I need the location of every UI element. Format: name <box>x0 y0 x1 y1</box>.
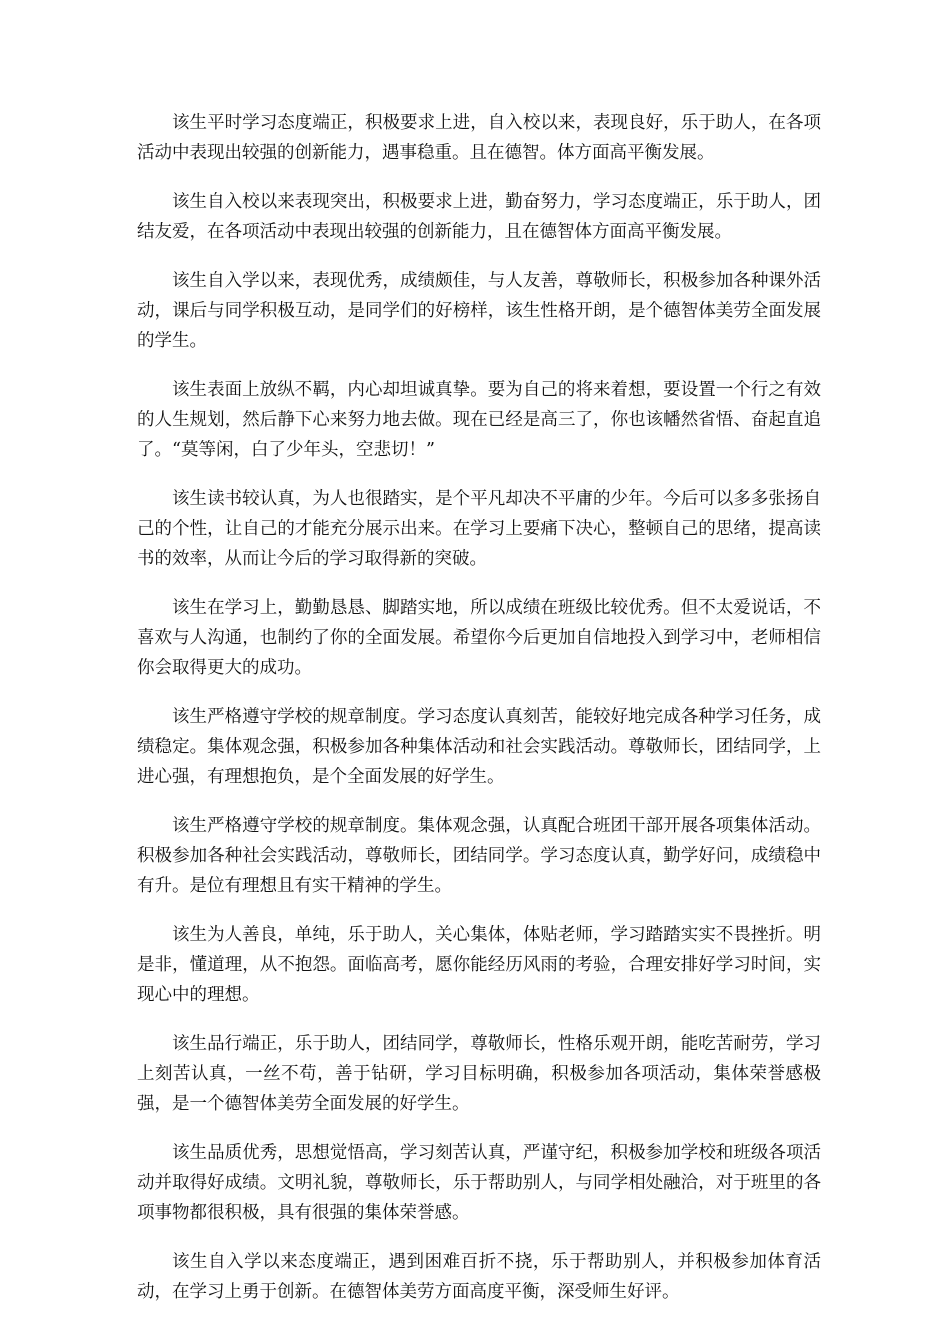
comment-paragraph-6: 该生在学习上，勤勤恳恳、脚踏实地，所以成绩在班级比较优秀。但不太爱说话，不喜欢与人沟通，也制约了你的全面发展。希望你今后更加自信地投入到学习中，老师相信你会取得更大的成功。 <box>137 598 821 678</box>
comment-paragraph-4: 该生表面上放纵不羁，内心却坦诚真挚。要为自己的将来着想，要设置一个行之有效的人生规划，然后静下心来努力地去做。现在已经是高三了，你也该幡然省悟、奋起直追了。“莫等闲，白了少年头，空悲切！” <box>137 380 821 460</box>
comment-paragraph-8: 该生严格遵守学校的规章制度。集体观念强，认真配合班团干部开展各项集体活动。积极参加各种社会实践活动，尊敬师长，团结同学。学习态度认真，勤学好问，成绩稳中有升。是位有理想且有实干精神的学生。 <box>137 816 821 896</box>
comment-paragraph-5: 该生读书较认真，为人也很踏实，是个平凡却决不平庸的少年。今后可以多多张扬自己的个性，让自己的才能充分展示出来。在学习上要痛下决心，整顿自己的思绪，提高读书的效率，从而让今后的学习取得新的突破。 <box>137 489 821 569</box>
comment-paragraph-3: 该生自入学以来，表现优秀，成绩颇佳，与人友善，尊敬师长，积极参加各种课外活动，课后与同学积极互动，是同学们的好榜样，该生性格开朗，是个德智体美劳全面发展的学生。 <box>137 271 821 351</box>
comment-paragraph-11: 该生品质优秀，思想觉悟高，学习刻苦认真，严谨守纪，积极参加学校和班级各项活动并取得好成绩。文明礼貌，尊敬师长，乐于帮助别人，与同学相处融洽，对于班里的各项事物都很积极，具有很强的集体荣誉感。 <box>137 1143 821 1223</box>
comment-paragraph-7: 该生严格遵守学校的规章制度。学习态度认真刻苦，能较好地完成各种学习任务，成绩稳定。集体观念强，积极参加各种集体活动和社会实践活动。尊敬师长，团结同学，上进心强，有理想抱负，是个全面发展的好学生。 <box>137 707 821 787</box>
comment-paragraph-2: 该生自入校以来表现突出，积极要求上进，勤奋努力，学习态度端正，乐于助人，团结友爱，在各项活动中表现出较强的创新能力，且在德智体方面高平衡发展。 <box>137 192 821 242</box>
comment-paragraph-10: 该生品行端正，乐于助人，团结同学，尊敬师长，性格乐观开朗，能吃苦耐劳，学习上刻苦认真，一丝不苟，善于钻研，学习目标明确，积极参加各项活动，集体荣誉感极强，是一个德智体美劳全面发展的好学生。 <box>137 1034 821 1114</box>
document-page <box>137 108 821 1326</box>
comment-paragraph-12: 该生自入学以来态度端正，遇到困难百折不挠，乐于帮助别人，并积极参加体育活动，在学习上勇于创新。在德智体美劳方面高度平衡，深受师生好评。 <box>137 1252 821 1302</box>
comment-paragraph-9: 该生为人善良，单纯，乐于助人，关心集体，体贴老师，学习踏踏实实不畏挫折。明是非，懂道理，从不抱怨。面临高考，愿你能经历风雨的考验，合理安排好学习时间，实现心中的理想。 <box>137 925 821 1005</box>
comment-paragraph-1: 该生平时学习态度端正，积极要求上进，自入校以来，表现良好，乐于助人，在各项活动中表现出较强的创新能力，遇事稳重。且在德智。体方面高平衡发展。 <box>137 113 821 163</box>
